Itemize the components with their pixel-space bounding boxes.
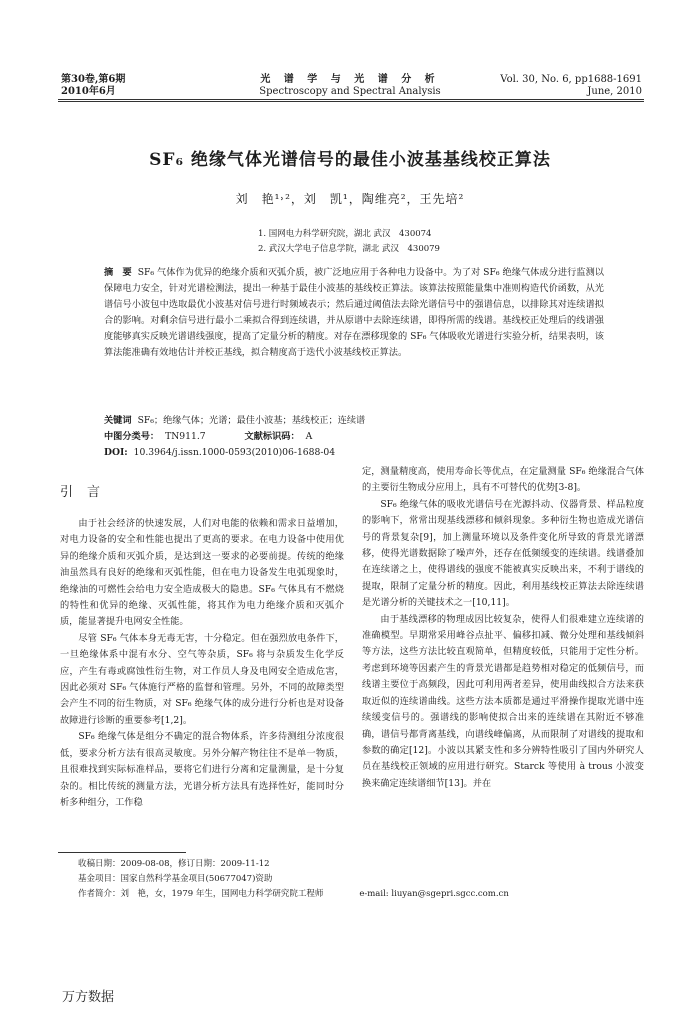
- volume-pages-en: Vol. 30, No. 6, pp1688-1691: [500, 74, 642, 85]
- paragraph: 由于基线漂移的物理成因比较复杂，使得人们很难建立连续谱的准确模型。早期常采用峰谷点扯平、偏移扣减、微分处理和基线倾斜等方法，这些方法比较直观简单，但精度较低，只能用于定性分析。考虑到环境等因素产生的背景光谱都是趋势相对稳定的低频信号，而线谱主要位于高频段，因此可利用两者差异，使用曲线拟合方法来获取近似的连续谱曲线。这些方法本质都是通过平滑操作提取光谱中连续缓变信号的。强谱线的影响使拟合出来的连续谱在其附近不够准确，谱信号都背离基线，向谱线峰偏离，从而限制了对谱线的提取和参数的确定[12]。小波以其紧支性和多分辨特性吸引了国内外研究人员在基线校正领域的应用进行研究。Starck 等使用 à trous 小波变换来确定连续谱细节[13]。并在: [362, 613, 644, 789]
- paragraph: SF₆ 绝缘气体的吸收光谱信号在光源抖动、仪器背景、样品粒度的影响下，常常出现基线漂移和倾斜现象。多种衍生物也造成光谱信号的背景复杂[9]，加上测量环境以及条件变化所导致的背景光谱漂移，使得光谱数据除了噪声外，还存在低频缓变的连续谱。线谱叠加在连续谱之上，使得谱线的强度不能被真实反映出来，不利于谱线的提取，限制了定量分析的精度。因此，利用基线校正算法去除连续谱是光谱分析的关键技术之一[10,11]。: [362, 498, 644, 609]
- right-column: [362, 464, 644, 792]
- header-rule-thin: [58, 101, 644, 102]
- clc-code: TN911.7: [165, 431, 206, 442]
- volume-issue-en: [500, 74, 642, 98]
- header-rule: [58, 99, 644, 100]
- paper-title: SF₆ 绝缘气体光谱信号的最佳小波基基线校正算法: [149, 150, 551, 170]
- affiliation-1: 1. 国网电力科学研究院，湖北 武汉 430074: [258, 229, 432, 239]
- author-list: 刘 艳¹˒²，刘 凯¹，陶维亮²，王先培²: [235, 192, 465, 206]
- paragraph: 由于社会经济的快速发展，人们对电能的依赖和需求日益增加，对电力设备的安全和性能也提出了更高的要求。在电力设备中使用优异的绝缘介质和灭弧介质，是达到这一要求的必要前提。传统的绝缘油虽然具有良好的绝缘和灭弧性能，但在电力设备发生电弧现象时，绝缘油的可燃性会给电力安全造成极大的隐患。SF₆ 气体具有不燃烧的特性和优异的绝缘、灭弧性能，将其作为电力绝缘介质和灭弧介质，能显著提升电网安全性能。: [60, 518, 344, 628]
- abstract: [104, 265, 604, 361]
- fund-info: 基金项目：国家自然科学基金项目(50677047)资助: [78, 874, 273, 884]
- doi[interactable]: 10.3964/j.issn.1000-0593(2010)06-1688-04: [133, 447, 336, 458]
- clc-label: 中图分类号：: [104, 431, 160, 442]
- doc-code-label: 文献标识码：: [244, 431, 300, 442]
- watermark: 万方数据: [62, 990, 115, 1005]
- paragraph: SF₆ 绝缘气体是组分不确定的混合物体系，许多待测组分浓度很低，要求分析方法有很高灵敏度。另外分解产物往往不是单一物质，且很难找到实际标准样品，要将它们进行分离和定量测量，是十分复杂的。相比传统的测量方法，光谱分析方法具有选择性好，能同时分析多种组分，工作稳: [60, 731, 344, 808]
- journal-name-en: Spectroscopy and Spectral Analysis: [259, 86, 441, 97]
- abstract-label: 摘 要: [104, 267, 132, 278]
- author-bio: 作者简介：刘 艳，女，1979 年生，国网电力科学研究院工程师 e-mail: liuyan@sgepri.sgcc.com.cn: [78, 889, 509, 899]
- keywords-label: 关键词: [104, 415, 132, 426]
- affiliation-2: 2. 武汉大学电子信息学院，湖北 武汉 430079: [258, 244, 440, 254]
- volume-issue-cn: 第30卷,第6期: [61, 74, 126, 85]
- keywords-text: SF₆；绝缘气体；光谱；最佳小波基；基线校正；连续谱: [137, 415, 366, 426]
- volume-issue: [61, 74, 125, 98]
- paragraph: 定，测量精度高，使用寿命长等优点，在定量测量 SF₆ 绝缘混合气体的主要衍生物成分应用上，具有不可替代的优势[3-8]。: [362, 466, 644, 494]
- footnotes: [78, 857, 598, 902]
- doi-label: DOI:: [104, 447, 128, 458]
- classification-line: [104, 429, 604, 461]
- left-column: [60, 516, 344, 811]
- footnote-rule: [58, 852, 186, 853]
- section-heading-intro: 引言: [60, 485, 115, 500]
- issue-date-cn: 2010年6月: [61, 86, 116, 97]
- keywords-block: [104, 413, 604, 461]
- doc-code: A: [305, 431, 313, 442]
- paragraph: 尽管 SF₆ 气体本身无毒无害，十分稳定。但在强烈放电条件下，一旦绝缘体系中混有水分、空气等杂质，SF₆ 将与杂质发生化学反应，产生有毒或腐蚀性衍生物，对工作员人身及电网安全造成危害，因此必须对 SF₆ 气体施行严格的监督和管理。另外，不同的故障类型会产生不同的衍生物质，对 SF₆ 绝缘气体的成分进行分析也是对设备故障进行诊断的重要参考[1,2]。: [60, 632, 344, 726]
- journal-name: [230, 74, 470, 98]
- author-email[interactable]: e-mail: liuyan@sgepri.sgcc.com.cn: [359, 889, 509, 899]
- issue-date-en: June, 2010: [587, 86, 642, 97]
- journal-name-cn: 光 谱 学 与 光 谱 分 析: [260, 74, 440, 85]
- received-date: 收稿日期：2009-08-08，修订日期：2009-11-12: [78, 859, 270, 869]
- abstract-text: SF₆ 气体作为优异的绝缘介质和灭弧介质，被广泛地应用于各种电力设备中。为了对 SF₆ 绝缘气体成分进行监测以保障电力安全，针对光谱检测法，提出一种基于最佳小波基的基线校正算法。该算法按照能量集中准则构造代价函数，从光谱信号小波包中选取最优小波基对信号进行时频域表示；然后通过阈值法去除光谱信号中的强谱信息，以排除其对连续谱拟合的影响。对剩余信号进行最小二乘拟合得到连续谱，并从原谱中去除连续谱，即得所需的线谱。基线校正处理后的线谱强度能够真实反映光谱谱线强度，提高了定量分析的精度。对存在漂移现象的 SF₆ 气体吸收光谱进行实验分析，结果表明，该算法能准确有效地估计并校正基线，拟合精度高于迭代小波基线校正算法。: [104, 267, 604, 358]
